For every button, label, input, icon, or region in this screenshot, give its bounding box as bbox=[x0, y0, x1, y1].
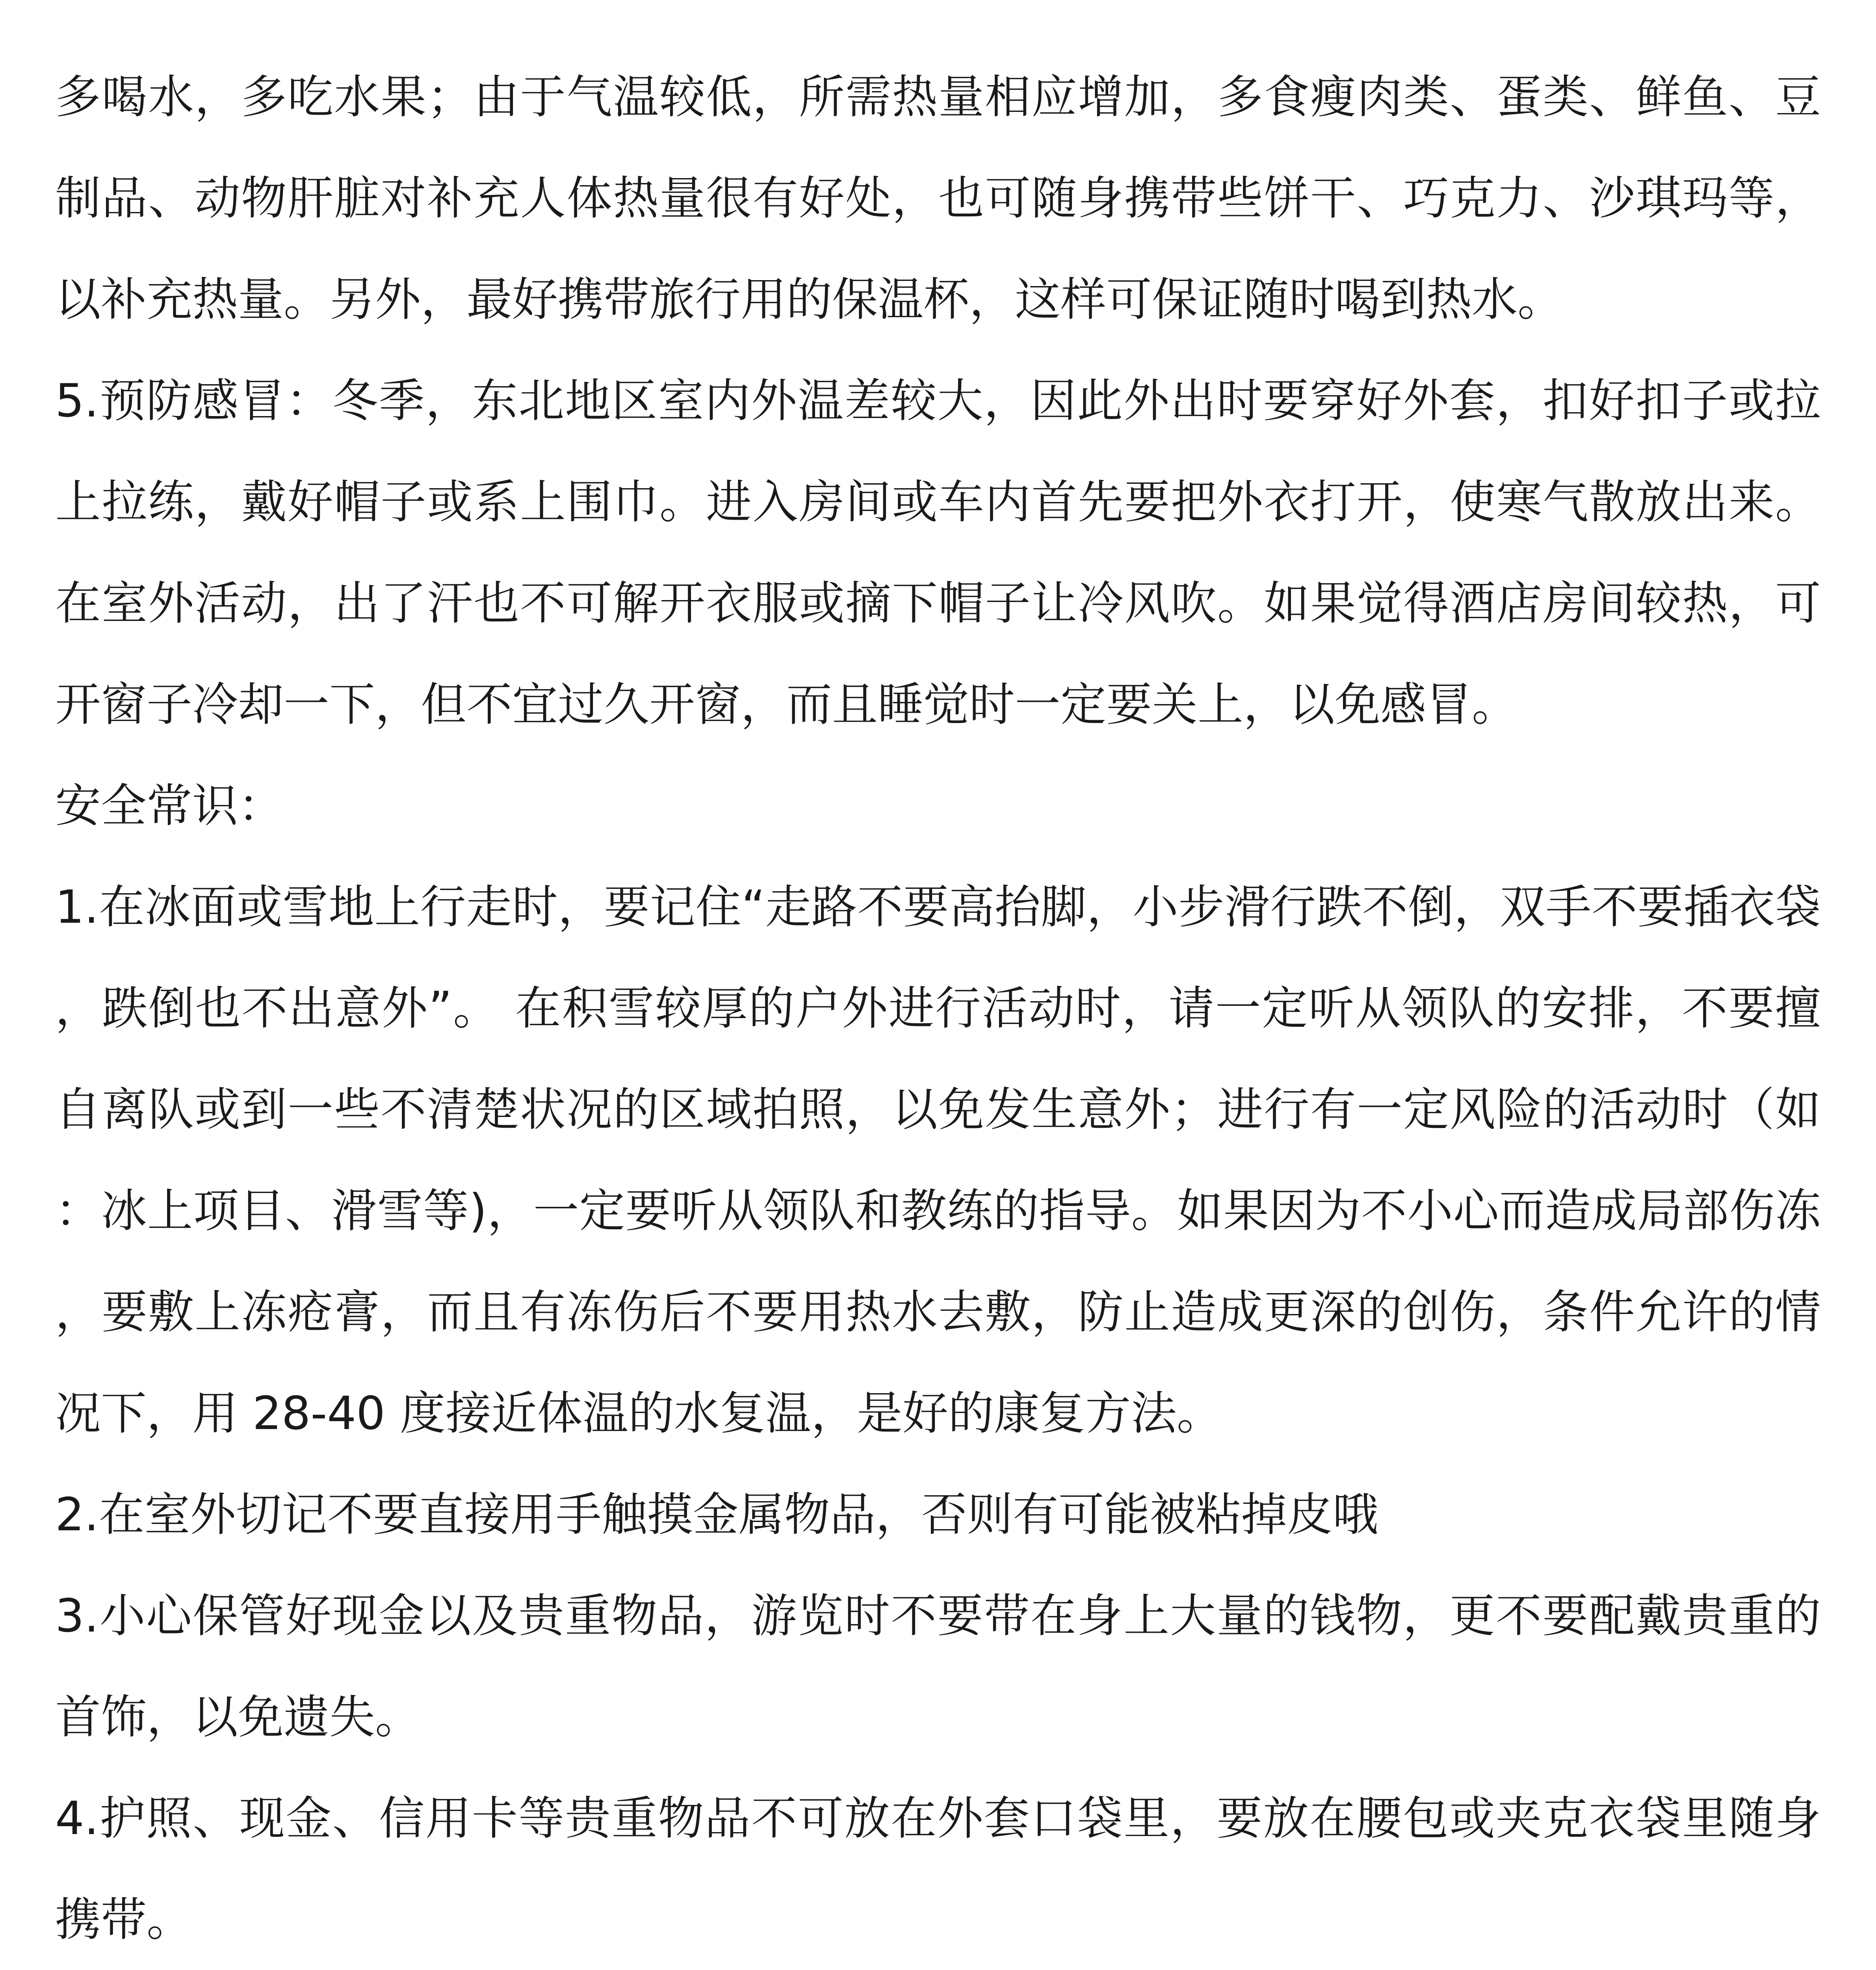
paragraph-safety-valuables: 3.小心保管好现金以及贵重物品，游览时不要带在身上大量的钱物，更不要配戴贵重的首饰，以免遗失。 bbox=[55, 1589, 1821, 1744]
paragraph-diet-advice: 多喝水，多吃水果；由于气温较低，所需热量相应增加，多食瘦肉类、蛋类、鲜鱼、豆制品、动物肝脏对补充人体热量很有好处，也可随身携带些饼干、巧克力、沙琪玛等，以补充热量。另外，最好携带旅行用的保温杯，这样可保证随时喝到热水。 bbox=[55, 71, 1821, 326]
paragraph-prevent-cold: 5.预防感冒：冬季，东北地区室内外温差较大，因此外出时要穿好外套，扣好扣子或拉上拉练，戴好帽子或系上围巾。进入房间或车内首先要把外衣打开，使寒气散放出来。在室外活动，出了汗也不可解开衣服或摘下帽子让冷风吹。如果觉得酒店房间较热，可开窗子冷却一下，但不宜过久开窗，而且睡觉时一定要关上，以免感冒。 bbox=[55, 374, 1821, 731]
paragraph-safety-ice-walking: 1.在冰面或雪地上行走时，要记住“走路不要高抬脚，小步滑行跌不倒，双手不要插衣袋，跌倒也不出意外”。 在积雪较厚的户外进行活动时，请一定听从领队的安排，不要擅自离队或到一些不清楚状况的区域拍照，以免发生意外；进行有一定风险的活动时（如：冰上项目、滑雪等)，一定要听从领队和教练的指导。如果因为不小心而造成局部伤冻，要敷上冻疮膏，而且有冻伤后不要用热水去敷，防止造成更深的创伤，条件允许的情况下，用 28-40 度接近体温的水复温，是好的康复方法。 bbox=[55, 881, 1821, 1440]
document-body bbox=[55, 46, 1821, 1970]
paragraph-safety-passport: 4.护照、现金、信用卡等贵重物品不可放在外套口袋里，要放在腰包或夹克衣袋里随身携带。 bbox=[55, 1792, 1821, 1946]
heading-safety-tips: 安全常识： bbox=[55, 779, 284, 833]
paragraph-safety-metal: 2.在室外切记不要直接用手触摸金属物品，否则有可能被粘掉皮哦 bbox=[55, 1488, 1378, 1541]
